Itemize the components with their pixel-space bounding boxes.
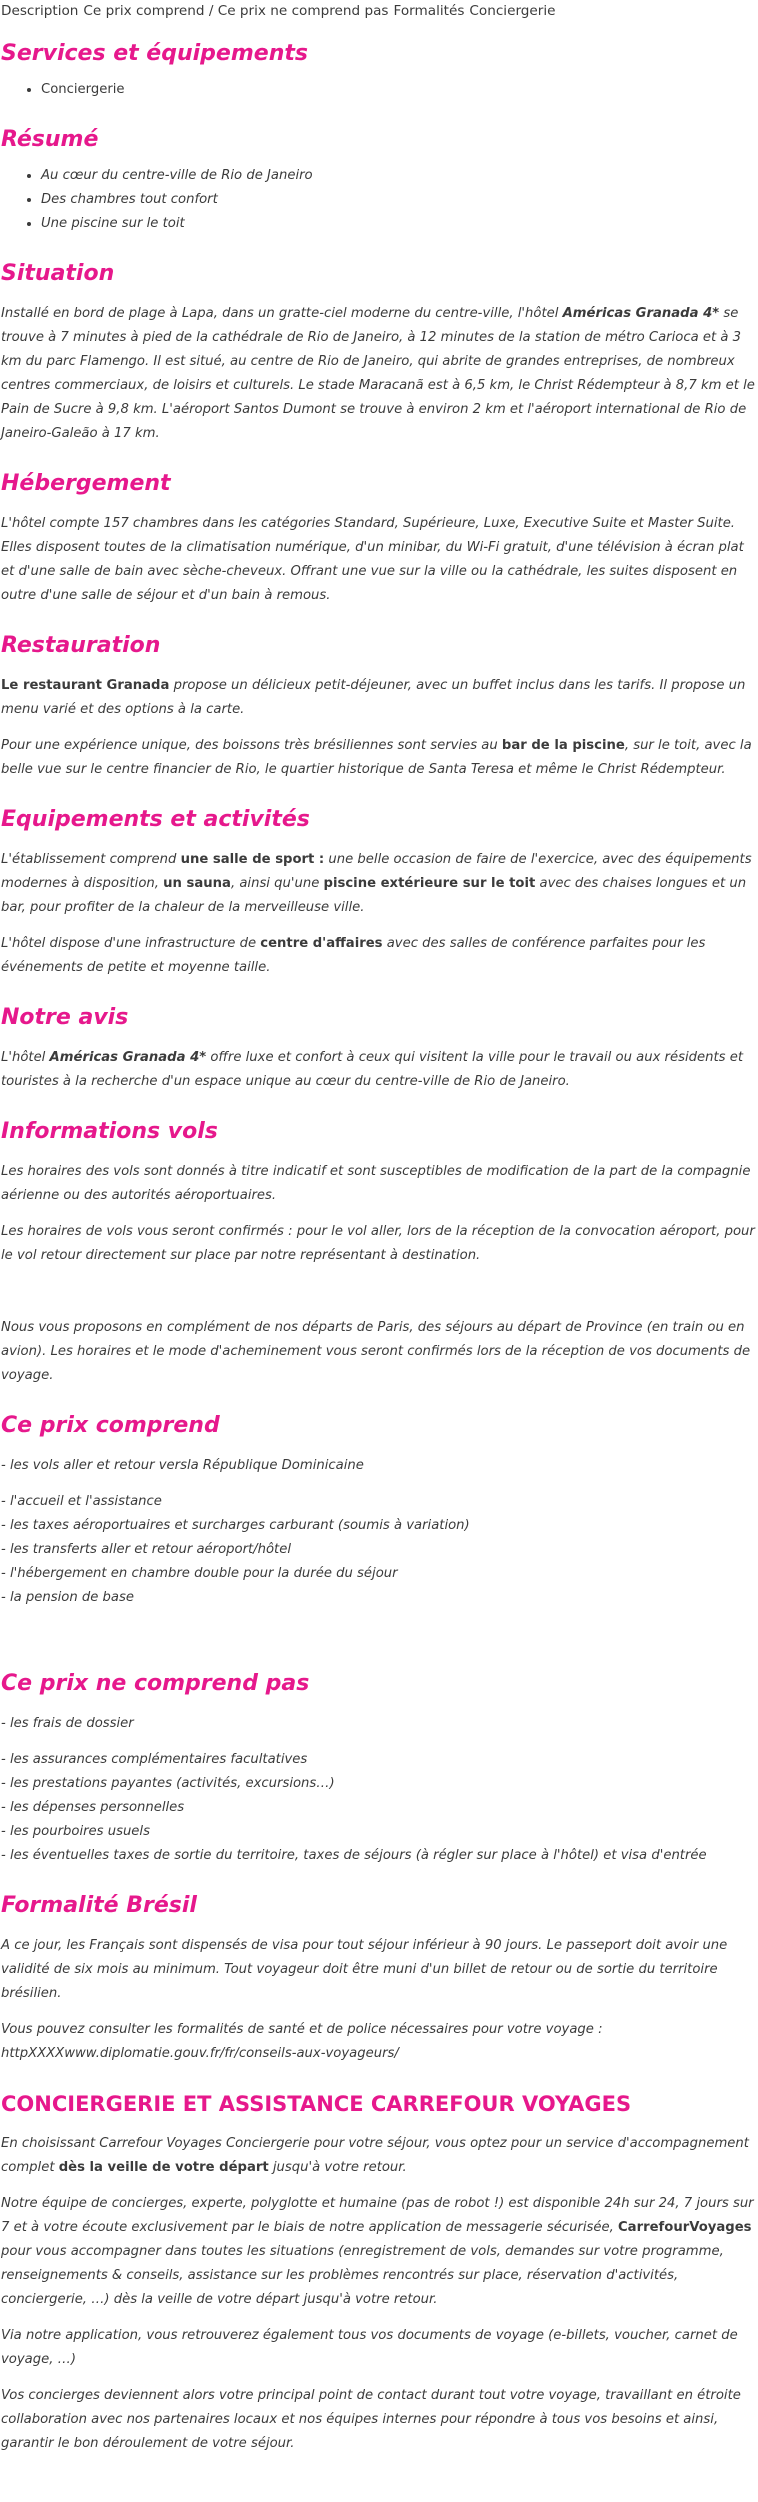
formalite-text-2: Vous pouvez consulter les formalités de santé et de police nécessaires pour votre voyage : httpXXXXwww.diplomatie.gouv.fr/fr/conseils-aux-voyageurs/ — [1, 2022, 603, 2061]
avis-title: Notre avis — [1, 1005, 129, 1030]
necomprend-item: - les frais de dossier — [1, 1716, 134, 1731]
resume-item: • Des chambres tout confort — [41, 188, 757, 212]
situation-text: Installé en bord de plage à Lapa, dans un gratte-ciel moderne du centre-ville, l'hôtel Américas Granada 4* se trouve à 7 minutes à pied de la cathédrale de Rio de Janeiro, à 12 minutes de la station de métro Carioca et à 3 km du parc Flamengo. Il est situé, au centre de Rio de Janeiro, qui abrite de grandes entreprises, de nombreux centres commerciaux, de loisirs et culturels. Le stade Maracanã est à 6,5 km, le Christ Rédempteur à 8,7 km et le Pain de Sucre à 9,8 km. L'aéroport Santos Dumont se trouve à environ 2 km et l'aéroport international de Rio de Janeiro-Galeão à 17 km. — [1, 306, 755, 441]
necomprend-item: - les assurances complémentaires facultatives — [1, 1752, 308, 1767]
comprend-item: - les vols aller et retour versla République Dominicaine — [1, 1458, 364, 1473]
comprend-item: - les transferts aller et retour aéroport/hôtel — [1, 1542, 291, 1557]
hebergement-title: Hébergement — [1, 471, 171, 496]
necomprend-list — [1, 1712, 757, 1868]
services-list — [1, 78, 757, 102]
services-item: • Conciergerie — [41, 78, 757, 102]
conciergerie-text-3: Via notre application, vous retrouverez également tous vos documents de voyage (e-billets, voucher, carnet de voyage, …) — [1, 2328, 738, 2367]
comprend-item: - l'hébergement en chambre double pour la durée du séjour — [1, 1566, 398, 1581]
necomprend-item: - les pourboires usuels — [1, 1824, 150, 1839]
comprend-item: - l'accueil et l'assistance — [1, 1494, 162, 1509]
diplomatie-link[interactable]: httpXXXXwww.diplomatie.gouv.fr/fr/conseils-aux-voyageurs/ — [1, 2046, 399, 2061]
necomprend-item: - les prestations payantes (activités, excursions…) — [1, 1776, 335, 1791]
resume-title: Résumé — [1, 127, 99, 152]
conciergerie-text-2: Notre équipe de concierges, experte, polyglotte et humaine (pas de robot !) est disponible 24h sur 24, 7 jours sur 7 et à votre écoute exclusivement par le biais de notre application de messagerie sécurisée, CarrefourVoyages pour vous accompagner dans toutes les situations (enregistrement de vols, demandes sur votre programme, renseignements & conseils, assistance sur les problèmes rencontrés sur place, réservation d'activités, conciergerie, …) dès la veille de votre départ jusqu'à votre retour. — [1, 2196, 754, 2307]
equipements-title: Equipements et activités — [1, 807, 310, 832]
resume-item: • Une piscine sur le toit — [41, 212, 757, 236]
services-title: Services et équipements — [1, 41, 308, 66]
conciergerie-text-4: Vos concierges deviennent alors votre principal point de contact durant tout votre voyage, travaillant en étroite collaboration avec nos partenaires locaux et nos équipes internes pour répondre à tous vos besoins et ainsi, garantir le bon déroulement de votre séjour. — [1, 2388, 741, 2451]
tab-nav — [1, 0, 757, 22]
tab-prix[interactable]: Ce prix comprend / Ce prix ne comprend pas — [83, 3, 389, 19]
comprend-title: Ce prix comprend — [1, 1413, 220, 1438]
tab-formalites[interactable]: Formalités — [393, 3, 465, 19]
formalite-text-1: A ce jour, les Français sont dispensés de visa pour tout séjour inférieur à 90 jours. Le passeport doit avoir une validité de six mois au minimum. Tout voyageur doit être muni d'un billet de retour ou de sortie du territoire brésilien. — [1, 1938, 728, 2001]
vols-text-1: Les horaires des vols sont donnés à titre indicatif et sont susceptibles de modification de la part de la compagnie aérienne ou des autorités aéroportuaires. — [1, 1164, 751, 1203]
resume-item: • Au cœur du centre-ville de Rio de Janeiro — [41, 164, 757, 188]
situation-title: Situation — [1, 261, 115, 286]
tab-conciergerie[interactable]: Conciergerie — [469, 3, 556, 19]
restauration-text-2: Pour une expérience unique, des boissons très brésiliennes sont servies au bar de la piscine, sur le toit, avec la belle vue sur le centre financier de Rio, le quartier historique de Santa Teresa et même le Christ Rédempteur. — [1, 738, 752, 777]
necomprend-item: - les éventuelles taxes de sortie du territoire, taxes de séjours (à régler sur place à l'hôtel) et visa d'entrée — [1, 1848, 707, 1863]
comprend-item: - les taxes aéroportuaires et surcharges carburant (soumis à variation) — [1, 1518, 470, 1533]
vols-title: Informations vols — [1, 1119, 218, 1144]
vols-text-2: Les horaires de vols vous seront confirmés : pour le vol aller, lors de la réception de la convocation aéroport, pour le vol retour directement sur place par notre représentant à destination. — [1, 1224, 755, 1263]
formalite-title: Formalité Brésil — [1, 1893, 197, 1918]
comprend-item: - la pension de base — [1, 1590, 134, 1605]
equipements-text-2: L'hôtel dispose d'une infrastructure de centre d'affaires avec des salles de conférence parfaites pour les événements de petite et moyenne taille. — [1, 936, 706, 975]
comprend-list — [1, 1454, 757, 1610]
resume-list — [1, 164, 757, 236]
necomprend-title: Ce prix ne comprend pas — [1, 1671, 310, 1696]
equipements-text-1: L'établissement comprend une salle de sport : une belle occasion de faire de l'exercice, avec des équipements modernes à disposition, un sauna, ainsi qu'une piscine extérieure sur le toit avec des chaises longues et un bar, pour profiter de la chaleur de la merveilleuse ville. — [1, 852, 752, 915]
hebergement-text: L'hôtel compte 157 chambres dans les catégories Standard, Supérieure, Luxe, Executive Suite et Master Suite. Elles disposent toutes de la climatisation numérique, d'un minibar, du Wi-Fi gratuit, d'une télévision à écran plat et d'une salle de bain avec sèche-cheveux. Offrant une vue sur la ville ou la cathédrale, les suites disposent en outre d'une salle de séjour et d'un bain à remous. — [1, 516, 744, 603]
vols-text-3: Nous vous proposons en complément de nos départs de Paris, des séjours au départ de Province (en train ou en avion). Les horaires et le mode d'acheminement vous seront confirmés lors de la réception de vos documents de voyage. — [1, 1320, 751, 1383]
restauration-title: Restauration — [1, 633, 161, 658]
necomprend-item: - les dépenses personnelles — [1, 1800, 185, 1815]
conciergerie-title: CONCIERGERIE ET ASSISTANCE CARREFOUR VOYAGES — [1, 2092, 632, 2116]
restauration-text-1: Le restaurant Granada propose un délicieux petit-déjeuner, avec un buffet inclus dans les tarifs. Il propose un menu varié et des options à la carte. — [1, 678, 746, 717]
avis-text: L'hôtel Américas Granada 4* offre luxe et confort à ceux qui visitent la ville pour le travail ou aux résidents et touristes à la recherche d'un espace unique au cœur du centre-ville de Rio de Janeiro. — [1, 1050, 743, 1089]
tab-description[interactable]: Description — [1, 3, 79, 19]
conciergerie-text-1: En choisissant Carrefour Voyages Conciergerie pour votre séjour, vous optez pour un service d'accompagnement complet dès la veille de votre départ jusqu'à votre retour. — [1, 2136, 749, 2175]
